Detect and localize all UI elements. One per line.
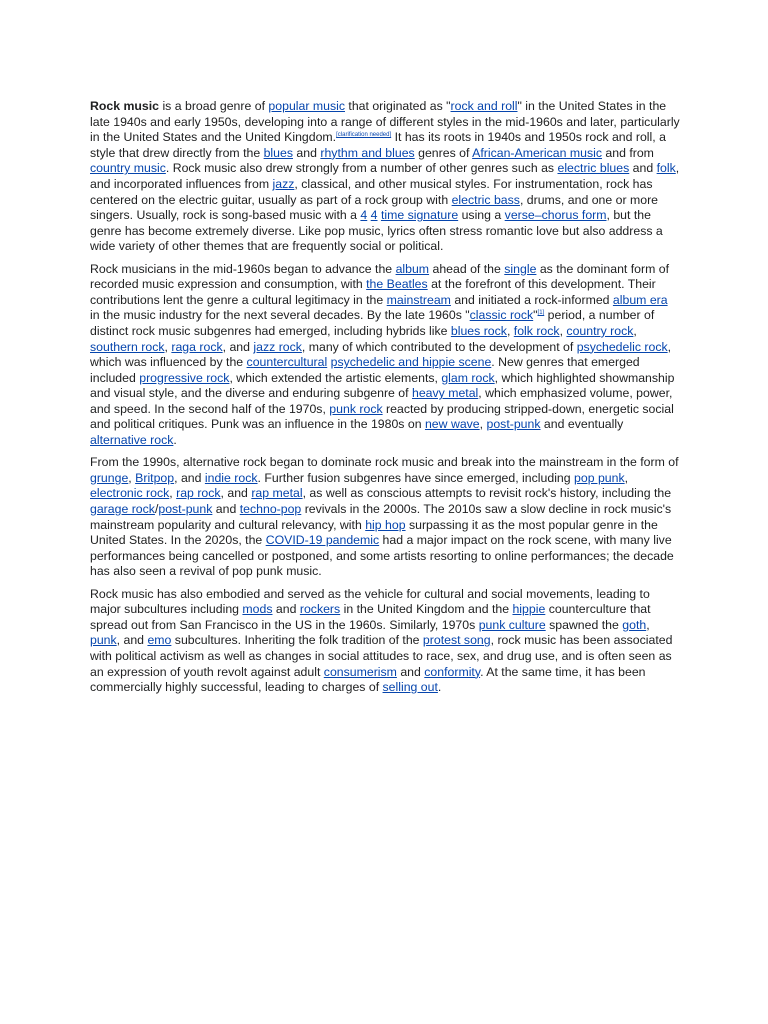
paragraph-4 xyxy=(90,587,680,696)
text-run: and from xyxy=(601,145,654,160)
text-run: . Further fusion subgenres have since emerged, including xyxy=(257,470,575,485)
link-country-rock[interactable]: country rock xyxy=(566,323,634,338)
text-run: , which extended the artistic elements, xyxy=(229,370,442,385)
link-folk[interactable]: folk xyxy=(656,161,676,176)
text-run: that originated as " xyxy=(344,99,451,113)
link-grunge[interactable]: grunge xyxy=(90,470,129,485)
text-run: , xyxy=(559,323,567,338)
text-run: " in the United States in the late 1940s and early 1950s, developing into a range of different styles in the mid-1960s and later, particularly in the United States and the United Kingdom. xyxy=(90,99,680,145)
text-run: genres of xyxy=(414,145,473,160)
text-run: in the music industry for the next several decades. By the late 1960s " xyxy=(90,308,470,323)
link-electronic-rock[interactable]: electronic rock xyxy=(90,486,170,501)
link-jazz[interactable]: jazz xyxy=(272,176,295,191)
article-body xyxy=(90,99,680,702)
link-jazz-rock[interactable]: jazz rock xyxy=(253,339,302,354)
text-run: " xyxy=(533,308,538,323)
link-progressive-rock[interactable]: progressive rock xyxy=(139,370,230,385)
link-mods[interactable]: mods xyxy=(242,602,273,617)
text-run: spawned the xyxy=(545,617,623,632)
text-run: . xyxy=(173,433,177,448)
link-punk-culture[interactable]: punk culture xyxy=(478,617,546,632)
paragraph-1 xyxy=(90,99,680,255)
text-run: , xyxy=(169,486,177,501)
link-post-punk[interactable]: post-punk xyxy=(486,417,541,432)
link-hippie[interactable]: hippie xyxy=(512,602,546,617)
text-run: reacted by producing stripped-down, energetic social and political critiques. Punk was an influence in the 1980s on xyxy=(90,401,674,432)
link-southern-rock[interactable]: southern rock xyxy=(90,339,165,354)
text-run: , but the genre has become extremely diverse. Like pop music, lyrics often stress romantic love but also address a wide variety of other themes that are frequently social or political. xyxy=(90,208,663,254)
text-run: , drums, and one or more singers. Usually, rock is song-based music with a xyxy=(90,192,659,223)
link-psychedelic-and-hippie-scene[interactable]: psychedelic and hippie scene xyxy=(330,355,492,370)
text-run: and xyxy=(396,664,425,679)
text-run: had a major impact on the rock scene, with many live performances being cancelled or postponed, and some artists resorting to online performances; the decade has also seen a revival of pop punk music. xyxy=(90,533,674,579)
link-time-signature[interactable]: time signature xyxy=(380,208,459,223)
text-run: , xyxy=(479,417,487,432)
citation-superscript xyxy=(336,132,391,138)
link-electric-blues[interactable]: electric blues xyxy=(557,161,630,176)
link-single[interactable]: single xyxy=(504,261,537,276)
link-pop-punk[interactable]: pop punk xyxy=(574,470,625,485)
link-britpop[interactable]: Britpop xyxy=(135,470,175,485)
text-run: From the 1990s, alternative rock began to dominate rock music and break into the mainstream in the form of xyxy=(90,455,679,470)
bold-term: Rock music xyxy=(90,99,160,113)
link-country-music[interactable]: country music xyxy=(90,161,166,176)
text-run: and xyxy=(293,145,321,160)
citation-link[interactable]: [clarification needed] xyxy=(336,132,392,139)
link-rock-and-roll[interactable]: rock and roll xyxy=(450,99,518,113)
text-run: . xyxy=(437,680,442,695)
text-run: , and xyxy=(116,633,148,648)
link-covid-19-pandemic[interactable]: COVID-19 pandemic xyxy=(265,533,380,548)
text-run: revivals in the 2000s. The 2010s saw a slow decline in rock music's mainstream popularity and cultural relevancy, with xyxy=(90,502,672,532)
text-run: , xyxy=(128,470,136,485)
link-punk[interactable]: punk xyxy=(90,633,117,648)
link-4[interactable]: 4 xyxy=(360,208,368,223)
link-verse-chorus-form[interactable]: verse–chorus form xyxy=(504,208,607,223)
text-run: using a xyxy=(458,208,505,223)
link-blues-rock[interactable]: blues rock xyxy=(450,323,507,338)
text-run: in the United Kingdom and the xyxy=(340,602,513,617)
paragraph-2 xyxy=(90,262,680,449)
link-conformity[interactable]: conformity xyxy=(424,664,481,679)
link-rap-metal[interactable]: rap metal xyxy=(251,486,303,501)
text-run: , rock music has been associated with political activism as well as changes in social attitudes to race, sex, and drug use, and is often seen as an expression of youth revolt against adult xyxy=(90,633,673,679)
text-run: Rock music has also embodied and served as the vehicle for cultural and social movements, leading to major subcultures including xyxy=(90,586,650,617)
text-run: . Rock music also drew strongly from a number of other genres such as xyxy=(165,161,558,176)
link-rhythm-and-blues[interactable]: rhythm and blues xyxy=(320,145,415,160)
link-heavy-metal[interactable]: heavy metal xyxy=(411,386,479,401)
text-run: . New genres that emerged included xyxy=(90,355,640,385)
link-4[interactable]: 4 xyxy=(370,208,378,223)
link-alternative-rock[interactable]: alternative rock xyxy=(90,433,174,448)
text-run: , as well as conscious attempts to revisit rock's history, including the xyxy=(302,486,672,501)
link-consumerism[interactable]: consumerism xyxy=(323,664,397,679)
link-garage-rock[interactable]: garage rock xyxy=(90,502,155,517)
text-run: , xyxy=(164,339,172,354)
link-rap-rock[interactable]: rap rock xyxy=(176,486,221,501)
link-album-era[interactable]: album era xyxy=(612,292,668,307)
paragraph-3 xyxy=(90,455,680,580)
text-run: , and xyxy=(174,470,205,485)
text-run: , and incorporated influences from xyxy=(90,161,680,191)
link-african-american-music[interactable]: African-American music xyxy=(472,145,602,160)
citation-link[interactable]: [1] xyxy=(537,310,545,317)
text-run: as the dominant form of recorded music expression and consumption, with xyxy=(90,261,670,292)
link-punk-rock[interactable]: punk rock xyxy=(329,401,383,416)
link-goth[interactable]: goth xyxy=(622,617,647,632)
text-run: , which emphasized volume, power, and speed. In the second half of the 1970s, xyxy=(90,386,673,416)
text-run: is a broad genre of xyxy=(159,99,269,113)
text-run: It has its roots in 1940s and 1950s rock and roll, a style that drew directly from the xyxy=(90,130,666,160)
text-run: ahead of the xyxy=(429,261,505,276)
text-run: surpassing it as the most popular genre in the United States. In the 2020s, the xyxy=(90,517,658,548)
text-run: counterculture that spread out from San Francisco in the US in the 1960s. Similarly, 1970s xyxy=(90,602,651,632)
link-blues[interactable]: blues xyxy=(263,145,293,160)
link-folk-rock[interactable]: folk rock xyxy=(513,323,560,338)
link-classic-rock[interactable]: classic rock xyxy=(469,308,534,323)
link-psychedelic-rock[interactable]: psychedelic rock xyxy=(576,339,668,354)
link-post-punk[interactable]: post-punk xyxy=(158,502,213,517)
link-mainstream[interactable]: mainstream xyxy=(386,292,451,307)
link-selling-out[interactable]: selling out xyxy=(382,680,438,695)
text-run: and xyxy=(212,502,240,517)
text-run: , classical, and other musical styles. For instrumentation, rock has centered on the electric guitar, usually as part of a rock group with xyxy=(90,176,653,207)
text-run: , which was influenced by the xyxy=(90,339,672,370)
text-run: and eventually xyxy=(540,417,624,432)
text-run: subcultures. Inheriting the folk tradition of the xyxy=(171,633,423,648)
link-glam-rock[interactable]: glam rock xyxy=(441,370,495,385)
text-run: , xyxy=(506,323,514,338)
link-hip-hop[interactable]: hip hop xyxy=(365,517,406,532)
link-electric-bass[interactable]: electric bass xyxy=(451,192,520,207)
text-run: , xyxy=(624,470,629,485)
text-run: , xyxy=(646,617,650,632)
text-run: , and xyxy=(222,339,254,354)
link-popular-music[interactable]: popular music xyxy=(268,99,345,113)
link-countercultural[interactable]: countercultural xyxy=(246,355,328,370)
link-rockers[interactable]: rockers xyxy=(299,602,341,617)
link-techno-pop[interactable]: techno-pop xyxy=(239,502,302,517)
text-run: and initiated a rock-informed xyxy=(450,292,613,307)
link-raga-rock[interactable]: raga rock xyxy=(171,339,223,354)
text-run: , many of which contributed to the development of xyxy=(301,339,577,354)
link-the-beatles[interactable]: the Beatles xyxy=(366,277,428,292)
text-run: , xyxy=(633,323,637,338)
text-run: period, a number of distinct rock music subgenres had emerged, including hybrids like xyxy=(90,308,655,338)
text-run: / xyxy=(154,502,159,517)
text-run: Rock musicians in the mid-1960s began to advance the xyxy=(90,261,396,276)
link-protest-song[interactable]: protest song xyxy=(422,633,491,648)
text-run: , which highlighted showmanship and visual style, and the diverse and enduring subgenre of xyxy=(90,370,675,401)
link-new-wave[interactable]: new wave xyxy=(424,417,480,432)
text-run: and xyxy=(272,602,300,617)
link-indie-rock[interactable]: indie rock xyxy=(204,470,258,485)
text-run: and xyxy=(629,161,657,176)
link-emo[interactable]: emo xyxy=(147,633,172,648)
text-run: , and xyxy=(220,486,252,501)
text-run: at the forefront of this development. Their contributions lent the genre a cultural legitimacy in the xyxy=(90,277,656,307)
link-album[interactable]: album xyxy=(395,261,430,276)
text-run: . At the same time, it has been commercially highly successful, leading to charges of xyxy=(90,664,646,695)
